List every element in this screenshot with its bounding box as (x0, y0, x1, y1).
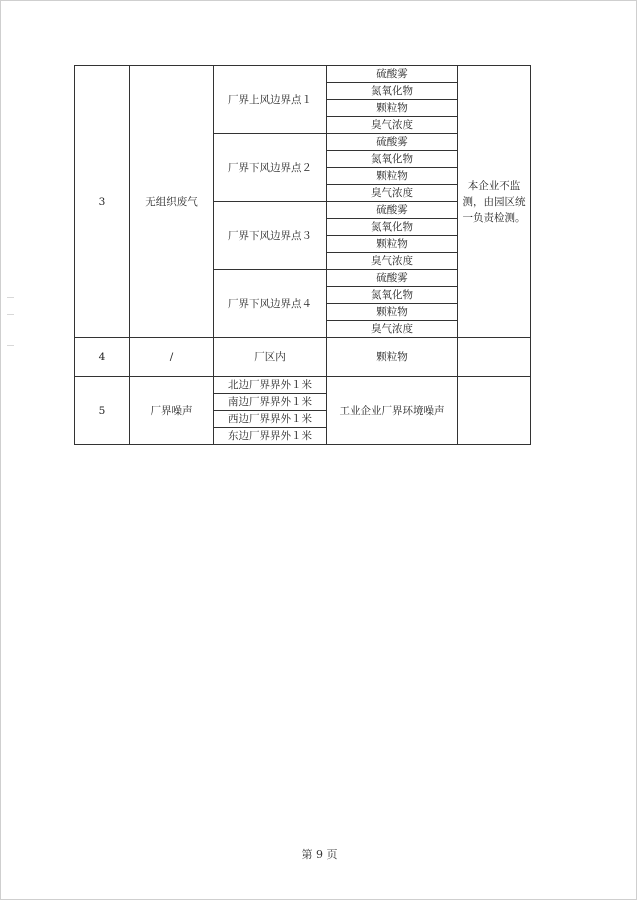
table-row (75, 338, 531, 377)
note-cell (458, 338, 531, 377)
monitoring-point: 西边厂界界外１米 (214, 411, 327, 428)
monitoring-point: 南边厂界界外１米 (214, 394, 327, 411)
binding-mark (7, 345, 14, 346)
page-number: 第 9 页 (301, 848, 338, 861)
pollutant-item: 颗粒物 (327, 304, 458, 321)
note-cell (458, 377, 531, 445)
pollutant-item: 臭气浓度 (327, 253, 458, 270)
table-row (75, 377, 531, 394)
monitoring-point: 厂界上风边界点１ (214, 66, 327, 134)
pollutant-item: 工业企业厂界环境噪声 (327, 377, 458, 445)
pollutant-item: 氮氧化物 (327, 83, 458, 100)
row-number: 4 (75, 338, 130, 377)
pollutant-item: 颗粒物 (327, 168, 458, 185)
note-cell: 本企业不监测，由园区统一负责检测。 (458, 66, 531, 338)
pollutant-item: 氮氧化物 (327, 219, 458, 236)
pollutant-item: 颗粒物 (327, 236, 458, 253)
row-number: 5 (75, 377, 130, 445)
monitoring-point: 厂界下风边界点４ (214, 270, 327, 338)
table-row (75, 66, 531, 83)
pollutant-item: 硫酸雾 (327, 270, 458, 287)
pollutant-item: 硫酸雾 (327, 66, 458, 83)
monitoring-table (74, 65, 531, 445)
pollutant-item: 颗粒物 (327, 100, 458, 117)
category-cell: / (130, 338, 214, 377)
pollutant-item: 氮氧化物 (327, 287, 458, 304)
binding-mark (7, 314, 14, 315)
pollutant-item: 颗粒物 (327, 338, 458, 377)
binding-mark (7, 297, 14, 298)
pollutant-item: 臭气浓度 (327, 117, 458, 134)
monitoring-point: 东边厂界界外１米 (214, 428, 327, 445)
monitoring-point: 北边厂界界外１米 (214, 377, 327, 394)
monitoring-point: 厂区内 (214, 338, 327, 377)
category-cell: 无组织废气 (130, 66, 214, 338)
category-cell: 厂界噪声 (130, 377, 214, 445)
row-number: 3 (75, 66, 130, 338)
pollutant-item: 氮氧化物 (327, 151, 458, 168)
pollutant-item: 硫酸雾 (327, 202, 458, 219)
monitoring-point: 厂界下风边界点２ (214, 134, 327, 202)
pollutant-item: 臭气浓度 (327, 321, 458, 338)
pollutant-item: 臭气浓度 (327, 185, 458, 202)
monitoring-point: 厂界下风边界点３ (214, 202, 327, 270)
pollutant-item: 硫酸雾 (327, 134, 458, 151)
